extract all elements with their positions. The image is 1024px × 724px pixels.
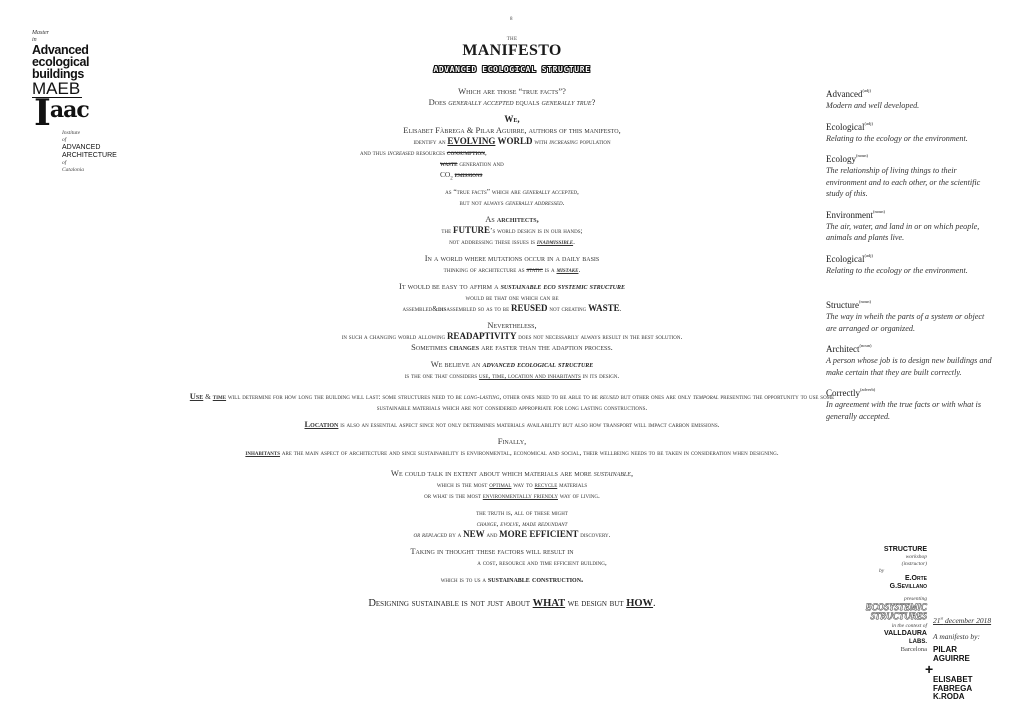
text-underline: recycle: [534, 480, 558, 489]
venue-name: VALLDAURA: [883, 630, 927, 637]
considers-line: [180, 370, 844, 381]
text-italic: reused: [599, 392, 619, 401]
text: population: [577, 137, 611, 146]
one-which-line: would be that one which can be: [465, 293, 559, 302]
text-underline: inhabitants: [245, 448, 281, 457]
title-block: [0, 37, 1024, 77]
text-italic: increasing: [549, 137, 578, 146]
text: CO: [440, 170, 451, 179]
subscript: 2: [450, 176, 453, 182]
text-italic: inadmissible: [536, 237, 574, 246]
text: which is the most: [436, 480, 490, 489]
text: but other ones are only: [618, 392, 693, 401]
glossary-entry: [826, 299, 996, 334]
text: in such a changing world allowing: [341, 332, 447, 341]
change-line: change, evolve, made redundant: [476, 519, 568, 528]
reused-line: [180, 303, 844, 314]
text-emphasis: changes: [449, 342, 480, 352]
text: ?: [591, 97, 596, 107]
maeb-line-3: buildings: [32, 67, 84, 81]
iaac-institute-name: [62, 130, 117, 174]
we-heading: We,: [504, 114, 520, 124]
text-italic: or replaced: [413, 530, 448, 539]
manifesto-body: [180, 86, 844, 610]
text: and thus: [360, 148, 388, 157]
text: by a: [447, 530, 464, 539]
text: presenting the opportunity to use some sustainable materials which are not considered appropriate for long lasting constructions.: [376, 392, 835, 412]
materials-line: [180, 468, 844, 479]
sustainable-construction-line: [180, 574, 844, 585]
resources-line: [180, 147, 844, 158]
plus-icon: +: [925, 661, 934, 677]
text-italic: long-lasting: [463, 392, 500, 401]
true-facts-line: [180, 186, 844, 197]
truth-line: the truth is, all of these might: [476, 508, 568, 517]
text: ,: [630, 468, 634, 478]
author-2-last: FABREGA: [933, 683, 973, 693]
text-underline: HOW: [626, 598, 654, 609]
maeb-line-2: ecological: [32, 55, 90, 69]
text: Does: [428, 97, 449, 107]
text-emphasis: architects,: [496, 214, 539, 224]
presenting-label: presenting: [903, 596, 927, 602]
mutations-line: In a world where mutations occur in a daily basis: [424, 253, 600, 263]
glossary-entry: [826, 88, 996, 112]
context-label: in the context of: [891, 623, 927, 629]
text-italic: increased: [387, 148, 415, 157]
text-emphasis: MORE EFFICIENT: [499, 529, 579, 539]
tutor-1: E.Orte: [904, 575, 927, 582]
glossary-pos: (noun): [859, 299, 871, 304]
glossary-pos: (adverb): [860, 387, 876, 392]
date-label: [933, 616, 991, 625]
page-title: MANIFESTO: [462, 42, 562, 59]
emissions-line: [180, 169, 844, 180]
affirm-line: [180, 281, 844, 292]
text: assembled&: [402, 304, 438, 313]
project-name-1: ECOSYSTEMIC: [865, 602, 927, 612]
text-underline: WHAT: [532, 598, 566, 609]
text-italic: sustainable: [593, 468, 631, 478]
glossary-term: Ecological: [826, 121, 865, 132]
authors-line: Elisabet Fàbrega & Pilar Aguirre, authors of this manifesto,: [403, 125, 621, 135]
maeb-in-label: in: [32, 37, 37, 43]
environmentally-line: [180, 490, 844, 501]
glossary-definition: Relating to the ecology or the environment.: [826, 133, 968, 143]
glossary-term: Architect: [826, 344, 860, 354]
glossary-definition: The air, water, and land in or on which people, animals and plants live.: [826, 221, 980, 242]
text: .: [619, 304, 622, 313]
text: Designing sustainable is not just about: [368, 598, 533, 609]
text-strike: static: [526, 265, 543, 274]
text: thinking of architecture as: [443, 265, 527, 274]
glossary: [826, 88, 996, 431]
text: in its design.: [580, 371, 620, 380]
text: and: [484, 530, 500, 539]
iaac-advanced: ADVANCED: [62, 144, 101, 151]
authors-credit: [925, 632, 980, 702]
text: Sometimes: [411, 342, 450, 352]
glossary-pos: (adj): [862, 88, 871, 93]
text-italic: temporal: [692, 392, 719, 401]
text-strike: waste: [440, 159, 458, 168]
glossary-entry: [826, 387, 996, 422]
text: way to: [511, 480, 535, 489]
title-the: THE: [506, 37, 518, 42]
text: identify an: [413, 137, 448, 146]
glossary-entry: [826, 153, 996, 200]
glossary-definition: In agreement with the true facts or with what is generally accepted.: [826, 400, 982, 421]
glossary-pos: (noun): [856, 153, 868, 158]
text: will determine for how long the building will last: some structures need to be: [226, 392, 464, 401]
readaptivity-line: [180, 331, 844, 342]
text-underline: optimal: [489, 480, 512, 489]
evolving-world-line: [180, 136, 844, 147]
inhabitants-paragraph: [180, 447, 844, 458]
iaac-of-2: of: [62, 160, 67, 166]
efficient-building-line: a cost, resource and time efficient building,: [477, 558, 607, 567]
glossary-entry: [826, 253, 996, 277]
believe-line: [180, 359, 844, 370]
text: way of living.: [557, 491, 600, 500]
question-line-2: [180, 97, 844, 108]
text-italic: generally true: [541, 97, 592, 107]
glossary-definition: Relating to the ecology or the environment.: [826, 265, 968, 275]
author-1-last: AGUIRRE: [933, 653, 970, 663]
text-emphasis: FUTURE: [453, 225, 491, 235]
text-emphasis: sustainable construction.: [487, 574, 584, 584]
glossary-definition: The way in wheih the parts of a system or object are arranged or organized.: [826, 312, 985, 333]
date-credit: [933, 610, 991, 628]
text: &: [203, 392, 213, 401]
date-suffix: st: [940, 615, 944, 621]
text-underline: Location: [304, 419, 339, 429]
text-emphasis: dis: [437, 304, 447, 313]
glossary-term: Correctly: [826, 388, 860, 398]
text-strike: consumption: [446, 148, 485, 157]
text-emphasis: sustainable eco systemic structure: [500, 281, 626, 291]
text: is the one that considers: [404, 371, 479, 380]
by-label: by: [879, 568, 885, 574]
addressed-line: [180, 197, 844, 208]
use-time-paragraph: [180, 391, 844, 413]
text: which is to us a: [440, 575, 488, 584]
text: but not always: [459, 198, 506, 207]
text: It would be easy to affirm a: [398, 281, 501, 291]
text: generation and: [457, 159, 504, 168]
text: equals: [513, 97, 542, 107]
text: are the main aspect of architecture and since sustainability is environmental, economical and social, their wellbeing needs to be taken in consideration when designing.: [280, 448, 779, 457]
text: does not necessarily always result in the best solution.: [516, 332, 683, 341]
text: assembled so as to be: [446, 304, 512, 313]
discovery-line: [180, 529, 844, 540]
static-line: [180, 264, 844, 275]
closing-statement: [180, 597, 844, 610]
recycle-line: [180, 479, 844, 490]
glossary-term: Advanced: [826, 89, 863, 99]
glossary-pos: (adj): [864, 252, 873, 258]
future-line: [180, 225, 844, 236]
text-underline: time: [212, 392, 227, 401]
glossary-entry: [826, 343, 996, 378]
location-paragraph: [180, 419, 844, 430]
text: resources: [414, 148, 447, 157]
author-3: K.RODA: [933, 692, 965, 701]
glossary-definition: Modern and well developed.: [826, 101, 920, 110]
glossary-definition: A person whose job is to design new buildings and make certain that they are built correctly.: [826, 356, 992, 377]
text-underline: environmentally friendly: [482, 491, 558, 500]
date-month-year: december 2018: [943, 616, 992, 625]
text-italic: generally accepted: [522, 187, 578, 196]
inadmissible-line: [180, 236, 844, 247]
text: .: [578, 265, 581, 274]
workshop-name: STRUCTURE: [883, 546, 927, 553]
credits-block: [845, 546, 1020, 716]
manifesto-by-label: A manifesto by:: [933, 632, 980, 641]
tutor-2: G.Sevillano: [889, 583, 927, 590]
iaac-logo: [34, 92, 117, 174]
author-2-first: ELISABET: [933, 675, 973, 684]
text: materials: [557, 480, 588, 489]
text: discovery.: [578, 530, 611, 539]
text: ,: [484, 148, 487, 157]
text-emphasis: NEW: [463, 529, 485, 539]
text-emphasis: WASTE: [588, 303, 620, 313]
text: or what is the most: [424, 491, 483, 500]
glossary-entry: [826, 121, 996, 145]
text: as “true facts” which are: [445, 187, 523, 196]
text-italic: generally addressed: [505, 198, 563, 207]
text-emphasis: WORLD: [495, 136, 533, 146]
text: ,: [577, 187, 579, 196]
text-italic: mistake: [556, 265, 579, 274]
text: , other ones need to be able to be: [499, 392, 600, 401]
text-emphasis: advanced ecological structure: [482, 359, 594, 369]
text: We believe an: [430, 359, 483, 369]
iaac-catalonia: Catalonia: [62, 167, 85, 173]
glossary-pos: (adj): [864, 120, 873, 126]
question-line-1: Which are those “true facts”?: [458, 86, 566, 96]
maeb-master-label: Master: [32, 30, 49, 36]
nevertheless-line: Nevertheless,: [487, 320, 537, 330]
text: are faster than the adaption process.: [479, 342, 613, 352]
workshop-label: workshop: [905, 554, 927, 560]
finally-line: Finally,: [497, 436, 527, 446]
text: .: [573, 237, 575, 246]
iaac-of-1: of: [62, 137, 67, 143]
text: .: [562, 198, 565, 207]
page-subtitle: ADVANCED ECOLOGICAL STRUCTURE: [433, 65, 591, 74]
date-day: 21: [933, 616, 941, 625]
text: .: [653, 598, 656, 609]
text-underline: use, time, location and inhabitants: [478, 371, 581, 380]
text: we design but: [565, 598, 627, 609]
text-strike: emissions: [454, 170, 483, 179]
iaac-architecture: ARCHITECTURE: [62, 152, 117, 159]
waste-line: [180, 158, 844, 169]
text: with: [532, 137, 550, 146]
glossary-term: Structure: [826, 300, 859, 310]
glossary-definition: The relationship of living things to their environment and to each other, or the scientific study of this.: [826, 166, 981, 198]
text: We could talk in extent about which materials are more: [390, 468, 594, 478]
text: As: [485, 214, 497, 224]
glossary-term: Environment: [826, 209, 873, 220]
instructor-label: (instructor): [901, 561, 927, 567]
workshop-credit: [845, 546, 927, 654]
glossary-entry: [826, 209, 996, 244]
text: is a: [542, 265, 557, 274]
changes-line: [180, 342, 844, 353]
city-label: Barcelona: [900, 646, 927, 653]
glossary-pos: (noun): [859, 343, 872, 348]
text-emphasis: READAPTIVITY: [446, 331, 517, 341]
text: not addressing these issues is: [449, 237, 537, 246]
text-italic: generally accepted: [448, 97, 514, 107]
iaac-institute: Institute: [62, 130, 81, 136]
page-number: 8: [510, 17, 513, 22]
iaac-wordmark: $I^{aac}$: [34, 92, 89, 134]
text: the: [441, 226, 453, 235]
text: not creating: [547, 304, 589, 313]
venue-labs: LABS.: [909, 639, 927, 645]
author-1-first: PILAR: [933, 645, 957, 654]
maeb-acronym: MAEB: [32, 79, 81, 98]
text-emphasis: EVOLVING: [447, 136, 496, 146]
architects-line: [180, 214, 844, 225]
glossary-term: Ecological: [826, 253, 865, 264]
text: is also an essential aspect since not only determines materials availability but also how transport will impact carbon emissions.: [338, 420, 720, 429]
maeb-line-1: Advanced: [32, 43, 89, 57]
glossary-term: Ecology: [826, 154, 856, 164]
taking-thought-line: Taking in thought these factors will result in: [410, 546, 574, 556]
glossary-pos: (noun): [873, 208, 885, 214]
text-emphasis: REUSED: [511, 303, 548, 313]
text-underline: Use: [189, 391, 204, 401]
project-name-2: STRUCTURES: [870, 611, 927, 621]
text: ’s world design is in our hands;: [490, 226, 583, 235]
